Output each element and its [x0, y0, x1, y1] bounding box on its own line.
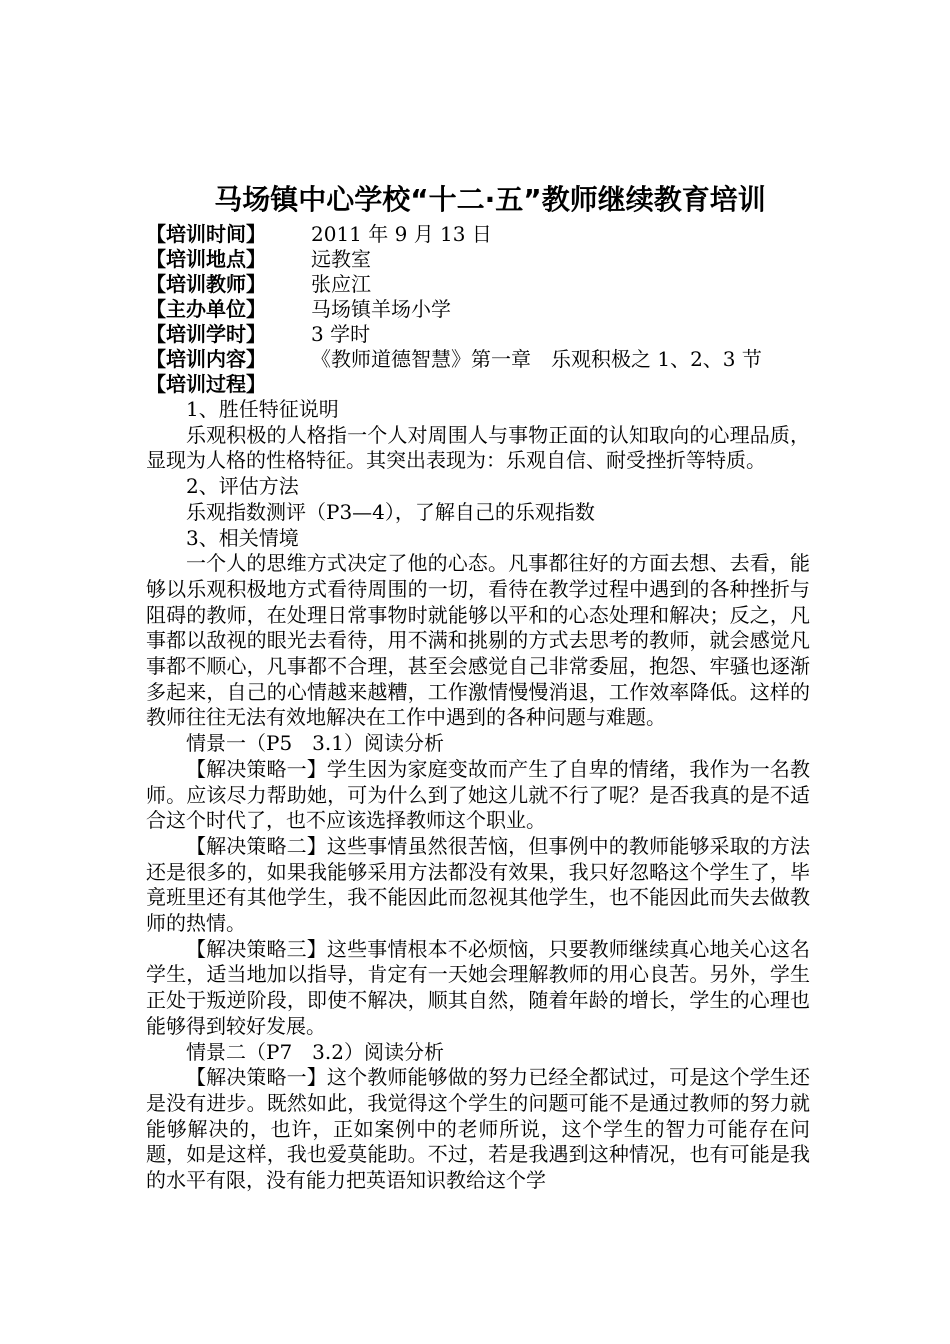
info-label: 【培训地点】 [146, 247, 266, 271]
info-value: 马场镇羊场小学 [311, 297, 451, 321]
strategy-paragraph: 【解决策略二】这些事情虽然很苦恼，但事例中的教师能够采取的方法还是很多的，如果我能够采用方法都没有效果，我只好忽略这个学生了，毕竟班里还有其他学生，我不能因此而忽视其他学生，也不能因此而失去做教师的热情。 [146, 833, 810, 936]
info-value: 3 学时 [311, 322, 371, 346]
section-heading: 2、评估方法 [186, 474, 299, 499]
scenario-heading: 情景二（P7 3.2）阅读分析 [186, 1039, 444, 1064]
info-value: 远教室 [311, 247, 371, 271]
info-label: 【培训教师】 [146, 272, 266, 296]
info-row-teacher [146, 272, 826, 297]
section-heading: 1、胜任特征说明 [186, 397, 339, 421]
info-row-process [146, 372, 826, 397]
training-info [146, 222, 826, 397]
body-paragraph: 乐观指数测评（P3—4），了解自己的乐观指数 [186, 499, 595, 524]
training-process-body [146, 397, 810, 1194]
info-row-time [146, 222, 826, 247]
info-label: 【培训时间】 [146, 222, 266, 246]
section-heading: 3、相关情境 [186, 525, 299, 550]
strategy-paragraph: 【解决策略三】这些事情根本不必烦恼，只要教师继续真心地关心这名学生，适当地加以指导，肯定有一天她会理解教师的用心良苦。另外，学生正处于叛逆阶段，即使不解决，顺其自然，随着年龄的增长，学生的心理也能够得到较好发展。 [146, 936, 810, 1038]
info-label: 【培训内容】 [146, 347, 266, 371]
body-paragraph: 一个人的思维方式决定了他的心态。凡事都往好的方面去想、去看，能够以乐观积极地方式看待周围的一切，看待在教学过程中遇到的各种挫折与阻碍的教师，在处理日常事物时就能够以平和的心态处理和解决；反之，凡事都以敌视的眼光去看待，用不满和挑剔的方式去思考的教师，就会感觉凡事都不顺心，凡事都不合理，甚至会感觉自己非常委屈，抱怨、牢骚也逐渐多起来，自己的心情越来越糟，工作激情慢慢消退，工作效率降低。这样的教师往往无法有效地解决在工作中遇到的各种问题与难题。 [146, 551, 810, 730]
info-label: 【培训学时】 [146, 322, 266, 346]
info-row-organizer [146, 297, 826, 322]
strategy-paragraph: 【解决策略一】学生因为家庭变故而产生了自卑的情绪，我作为一名教师。应该尽力帮助她，可为什么到了她这儿就不行了呢？是否我真的是不适合这个时代了，也不应该选择教师这个职业。 [146, 756, 810, 833]
info-row-location [146, 247, 826, 272]
info-label: 【培训过程】 [146, 372, 266, 396]
info-value: 2011 年 9 月 13 日 [311, 222, 492, 246]
info-value: 《教师道德智慧》第一章 乐观积极之 1、2、3 节 [311, 347, 762, 371]
info-label: 【主办单位】 [146, 297, 266, 321]
info-row-content [146, 347, 826, 372]
info-value: 张应江 [311, 272, 371, 296]
info-row-hours [146, 322, 826, 347]
document-title: 马场镇中心学校“十二·五”教师继续教育培训 [214, 183, 766, 216]
strategy-paragraph: 【解决策略一】这个教师能够做的努力已经全都试过，可是这个学生还是没有进步。既然如此，我觉得这个学生的问题可能不是通过教师的努力就能够解决的，也许，正如案例中的老师所说，这个学生的智力可能存在问题，如是这样，我也爱莫能助。不过，若是我遇到这种情况，也有可能是我的水平有限，没有能力把英语知识教给这个学 [146, 1065, 810, 1193]
body-paragraph: 乐观积极的人格指一个人对周围人与事物正面的认知取向的心理品质，显现为人格的性格特征。其突出表现为：乐观自信、耐受挫折等特质。 [146, 422, 810, 473]
scenario-heading: 情景一（P5 3.1）阅读分析 [186, 731, 444, 756]
